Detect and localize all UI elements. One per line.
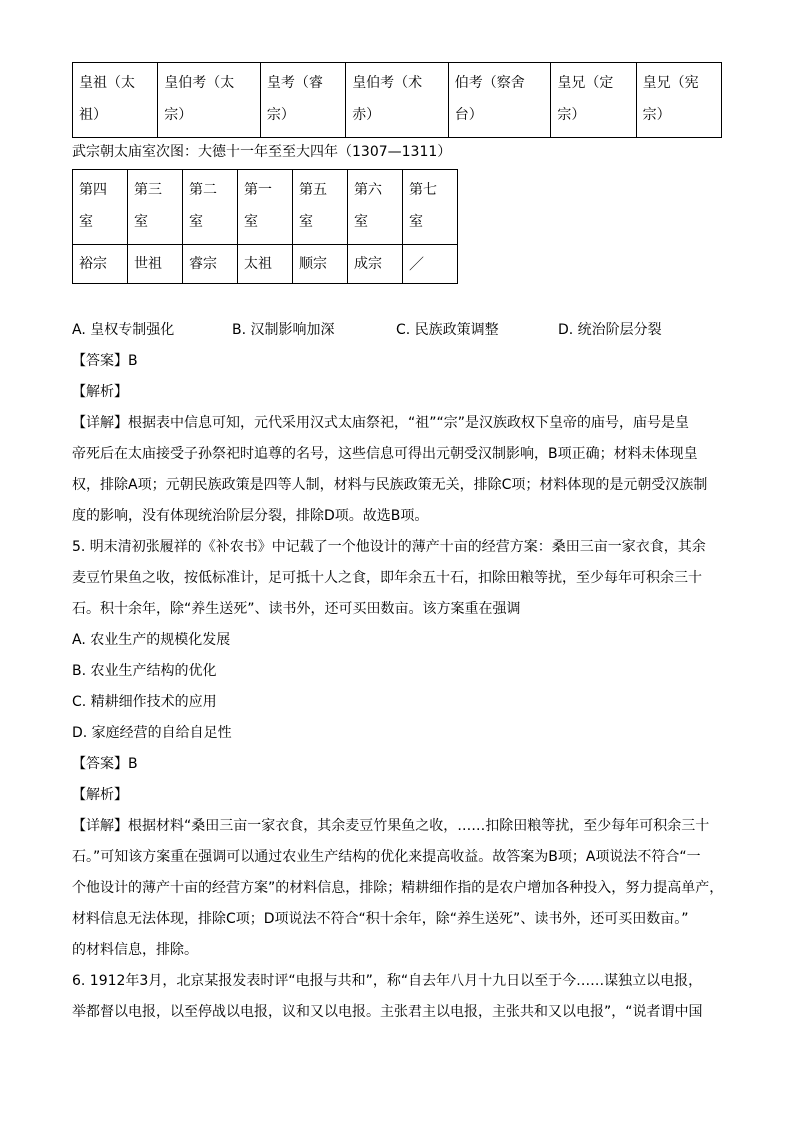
cell-text: 皇兄（宪 [642, 75, 699, 91]
cell-text: 宗） [642, 107, 671, 123]
q4-option-d: D. 统治阶层分裂 [558, 322, 662, 338]
table-caption: 武宗朝太庙室次图：大德十一年至至大四年（1307—1311） [72, 144, 452, 160]
q5-answer: 【答案】B [72, 756, 138, 772]
q5-option-d: D. 家庭经营的自给自足性 [72, 725, 232, 741]
q5-stem-line: 石。积十余年，除“养生送死”、读书外，还可买田数亩。该方案重在强调 [72, 601, 521, 617]
q5-detail-line: 材料信息无法体现，排除C项；D项说法不符合“积十余年，除“养生送死”、读书外，还可买田数亩。” [72, 911, 689, 927]
cell-text: 第二 [189, 182, 217, 198]
cell-text: 赤） [352, 107, 381, 123]
cell-text: 室 [354, 214, 368, 230]
table-cell: 太祖 [238, 245, 293, 284]
q5-detail-line: 个他设计的薄产十亩的经营方案”的材料信息，排除；精耕细作指的是农户增加各种投入，努力提高单产， [72, 880, 724, 896]
table-cell [128, 170, 183, 245]
table-cell [73, 170, 128, 245]
q5-option-b: B. 农业生产结构的优化 [72, 663, 217, 679]
q5-stem-line: 麦豆竹果鱼之收，按低标准计，足可抵十人之食，即年余五十石，扣除田粮等扰，至少每年可积余三十 [72, 570, 702, 586]
cell-text: 室 [244, 214, 258, 230]
cell-text: 皇伯考（太 [164, 75, 235, 91]
q4-detail-line: 帝死后在太庙接受子孙祭祀时追尊的名号，这些信息可得出元朝受汉制影响，B项正确；材料未体现皇 [72, 446, 698, 462]
cell-text: 室 [79, 214, 93, 230]
cell-text: 祖） [79, 107, 107, 123]
cell-text: 室 [134, 214, 148, 230]
cell-text: 第一 [244, 182, 272, 198]
table-cell [348, 170, 403, 245]
table-cell: 睿宗 [183, 245, 238, 284]
q6-stem-line: 举都督以电报，以至停战以电报，议和又以电报。主张君主以电报，主张共和又以电报”，“说者谓中国 [72, 1004, 703, 1020]
table-cell: 顺宗 [293, 245, 348, 284]
q5-option-a: A. 农业生产的规模化发展 [72, 632, 231, 648]
cell-text: 皇兄（定 [557, 75, 614, 91]
cell-text: 皇祖（太 [79, 75, 135, 91]
cell-text: 室 [189, 214, 203, 230]
q4-detail-line: 权，排除A项；元朝民族政策是四等人制，材料与民族政策无关，排除C项；材料体现的是元朝受汉族制 [72, 477, 708, 493]
q4-analysis-label: 【解析】 [72, 384, 128, 400]
cell-text: 第七 [409, 182, 437, 198]
cell-text: 第五 [299, 182, 327, 198]
table-row [73, 63, 722, 138]
table-cell: 成宗 [348, 245, 403, 284]
q4-option-a: A. 皇权专制强化 [72, 322, 175, 338]
table-cell [403, 170, 458, 245]
q5-detail-line: 石。”可知该方案重在强调可以通过农业生产结构的优化来提高收益。故答案为B项；A项说法不符合“一 [72, 849, 701, 865]
cell-text: 皇伯考（术 [352, 75, 423, 91]
cell-text: 皇考（睿 [266, 75, 323, 91]
q4-answer: 【答案】B [72, 353, 138, 369]
table-row [73, 245, 458, 284]
cell-text: 第六 [354, 182, 382, 198]
temple-room-table [72, 169, 458, 284]
table-cell [238, 170, 293, 245]
table-cell [346, 63, 449, 138]
table-cell: 裕宗 [73, 245, 128, 284]
table-cell [158, 63, 261, 138]
q5-stem-line: 5. 明末清初张履祥的《补农书》中记载了一个他设计的薄产十亩的经营方案：桑田三亩一家衣食，其余 [72, 539, 706, 555]
emperor-title-table [72, 62, 722, 138]
cell-text: 台） [454, 107, 483, 123]
q5-analysis-label: 【解析】 [72, 787, 128, 803]
q4-option-c: C. 民族政策调整 [396, 322, 499, 338]
cell-text: 宗） [557, 107, 586, 123]
q4-option-b: B. 汉制影响加深 [232, 322, 335, 338]
cell-text: 伯考（察舍 [454, 75, 525, 91]
cell-text: 第三 [134, 182, 162, 198]
q5-option-c: C. 精耕细作技术的应用 [72, 694, 217, 710]
table-cell [183, 170, 238, 245]
table-cell [551, 63, 636, 138]
cell-text: 室 [299, 214, 313, 230]
cell-text: 宗） [266, 107, 295, 123]
table-cell [636, 63, 721, 138]
q4-detail-line: 【详解】根据表中信息可知，元代采用汉式太庙祭祀，“祖”“宗”是汉族政权下皇帝的庙号，庙号是皇 [72, 415, 690, 431]
q6-stem-line: 6. 1912年3月，北京某报发表时评“电报与共和”，称“自去年八月十九日以至于今……谋独立以电报， [72, 973, 703, 989]
q5-detail-line: 【详解】根据材料“桑田三亩一家衣食，其余麦豆竹果鱼之收，……扣除田粮等扰，至少每年可积余三十 [72, 818, 710, 834]
table-cell [448, 63, 551, 138]
cell-text: 第四 [79, 182, 107, 198]
table-cell [293, 170, 348, 245]
table-cell: 世祖 [128, 245, 183, 284]
q4-detail-line: 度的影响，没有体现统治阶层分裂，排除D项。故选B项。 [72, 508, 429, 524]
table-row [73, 170, 458, 245]
table-cell [73, 63, 158, 138]
table-cell [260, 63, 345, 138]
q5-detail-line: 的材料信息，排除。 [72, 942, 198, 958]
cell-text: 宗） [164, 107, 193, 123]
cell-text: 室 [409, 214, 423, 230]
table-cell: ／ [403, 245, 458, 284]
